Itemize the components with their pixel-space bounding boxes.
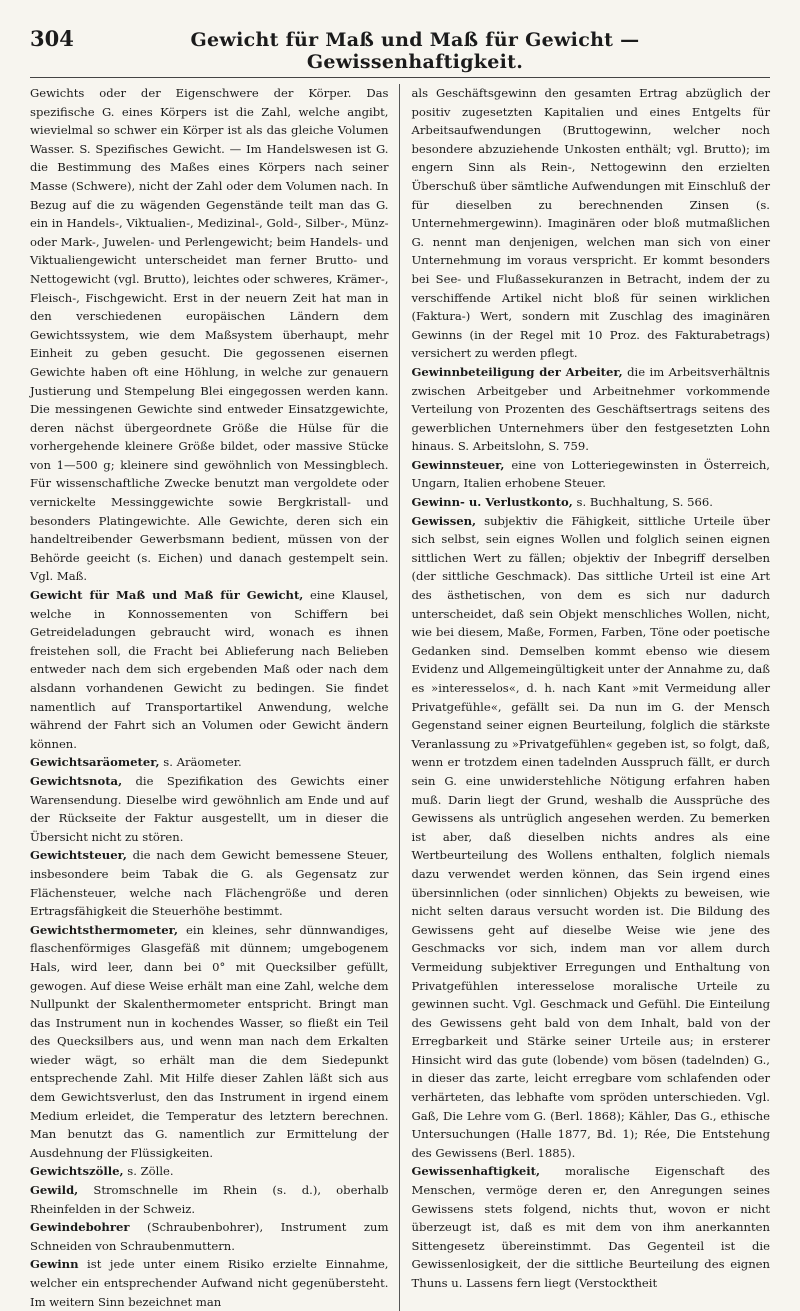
- running-head: Gewicht für Maß und Maß für Gewicht — Gewissenhaftigkeit.: [190, 29, 640, 73]
- entry: [412, 1162, 771, 1292]
- entry: [30, 1181, 389, 1218]
- two-column-body: [30, 84, 770, 1311]
- page-header: [30, 26, 770, 78]
- entry-headword: Gewichtsaräometer,: [30, 755, 160, 770]
- entry: [30, 1218, 389, 1255]
- entry: [30, 84, 389, 586]
- entry-text: die im Arbeitsverhältnis zwischen Arbeitgeber und Arbeitnehmer vorkommende Verteilung von Prozenten des Geschäftsertrags seitens des gewerblichen Unternehmers über den festgesetzten Lohn hinaus. S. Arbeitslohn, S. 759.: [411, 364, 770, 454]
- entry-text: s. Zölle.: [123, 1164, 174, 1179]
- entry: [30, 1255, 389, 1311]
- page-number: 304: [30, 26, 74, 51]
- entry-text: Stromschnelle im Rhein (s. d.), oberhalb Rheinfelden in der Schweiz.: [30, 1183, 389, 1216]
- entry-text: eine Klausel, welche in Konnossementen von Schiffern bei Getreideladungen gebraucht wird, wonach es ihnen freistehen soll, die Fracht bei Ablieferung nach Belieben entweder nach dem sich ergebenden Maß oder nach dem alsdann vorhandenen Gewicht zu bedingen. Sie findet namentlich auf Transportartikel Anwendung, welche während der Fahrt sich an Volumen oder Gewicht ändern können.: [30, 588, 389, 751]
- entry-text: als Geschäftsgewinn den gesamten Ertrag abzüglich der positiv zugesetzten Kapitalien und eines Entgelts für Arbeitsaufwendungen (Bruttogewinn, welcher noch besondere abzuziehende Unkosten enthält; vgl. Brutto); im engern Sinn als Rein-, Nettogewinn den erzielten Überschuß über sämtliche Aufwendungen mit Einschluß der für dieselben zu berechnenden Zinsen (s. Unternehmergewinn). Imaginären oder bloß mutmaßlichen G. nennt man denjenigen, welchen man sich von einer Unternehmung im voraus verspricht. Er kommt besonders bei See- und Flußassekuranzen in Betracht, indem der zu verschiffende Artikel nicht bloß für seinen wirklichen (Faktura-) Wert, sondern mit Zuschlag des imaginären Gewinns (in der Regel mit 10 Proz. des Fakturabetrags) versichert zu werden pflegt.: [411, 86, 770, 361]
- entry: [412, 363, 771, 456]
- entry-text: ein kleines, sehr dünnwandiges, flaschenförmiges Glasgefäß mit dünnem; umgebogenem Hals, wird leer, dann bei 0° mit Quecksilber gefüllt, gewogen. Auf diese Weise erhält man eine Zahl, welche dem Nullpunkt der Skalenthermometer entspricht. Bringt man das Instrument nun in kochendes Wasser, so fließt ein Teil des Quecksilbers aus, und wenn man nach dem Erkalten wieder wägt, so erhält man die dem Siedepunkt entsprechende Zahl. Mit Hilfe dieser Zahlen läßt sich aus dem Gewichtsverlust, den das Instrument in irgend einem Medium erleidet, die Temperatur des letztern berechnen. Man benutzt das G. namentlich zur Ermittelung der Ausdehnung der Flüssigkeiten.: [30, 922, 389, 1160]
- entry: [412, 84, 771, 363]
- entry-headword: Gewissenhaftigkeit,: [411, 1164, 541, 1179]
- entry-text: (Schraubenbohrer), Instrument zum Schneiden von Schraubenmuttern.: [30, 1220, 389, 1253]
- entry-text: die Spezifikation des Gewichts einer Warensendung. Dieselbe wird gewöhnlich am Ende und auf der Rückseite der Faktur ausgestellt, um in dieser die Übersicht nicht zu stören.: [30, 773, 389, 844]
- entry-headword: Gewichtszölle,: [30, 1164, 124, 1179]
- entry-text: subjektiv die Fähigkeit, sittliche Urteile über sich selbst, sein eignes Wollen und folglich seinen eignen sittlichen Wert zu fällen; objektiv der Inbegriff derselben (der sittliche Geschmack). Das sittliche Urteil ist eine Art des ästhetischen, von dem es sich nur dadurch unterscheidet, daß sein Objekt menschliches Wollen, nicht, wie bei diesem, Maße, Formen, Farben, Töne oder poetische Gedanken sind. Demselben kommt ebenso wie diesem Evidenz und Allgemeingültigkeit unter der Annahme zu, daß es »interesselos«, d. h. nach Kant »mit Vermeidung aller Privatgefühle«, gefällt sei. Da nun im G. der Mensch Gegenstand seiner eignen Beurteilung, folglich die stärkste Veranlassung zu »Privatgefühlen« gegeben ist, so folgt, daß, wenn er trotzdem einen tadelnden Ausspruch fällt, er durch sein G. eine unwiderstehliche Nötigung erfahren haben muß. Darin liegt der Grund, weshalb die Aussprüche des Gewissens als untrüglich angesehen werden. Zu bemerken ist aber, daß dieselben nichts andres als eine Wertbeurteilung des Wollens enthalten, folglich niemals dazu verwendet werden können, das Sein irgend eines übersinnlichen (oder sinnlichen) Objekts zu beweisen, wie nicht selten daraus versucht worden ist. Die Bildung des Gewissens geht auf dieselbe Weise wie jene des Geschmacks vor sich, indem man vor allem durch Vermeidung subjektiver Erregungen und Enthaltung von Privatgefühlen interesselose moralische Urteile zu gewinnen sucht. Vgl. Geschmack und Gefühl. Die Einteilung des Gewissens geht bald von dem Inhalt, bald von der Erregbarkeit und Stärke seiner Urteile aus; in ersterer Hinsicht wird das gute (lobende) vom bösen (tadelnden) G., in dieser das zarte, leicht erregbare vom schlafenden oder verhärteten, das lebhafte vom spröden unterschieden. Vgl. Gaß, Die Lehre vom G. (Berl. 1868); Kähler, Das G., ethische Untersuchungen (Halle 1877, Bd. 1); Rée, Die Entstehung des Gewissens (Berl. 1885).: [411, 513, 770, 1160]
- entry: [30, 846, 389, 920]
- entry: [412, 456, 771, 493]
- entry: [30, 1162, 389, 1181]
- entry-headword: Gewinnbeteiligung der Arbeiter,: [411, 364, 623, 379]
- entry-text: ist jede unter einem Risiko erzielte Einnahme, welcher ein entsprechender Aufwand nicht gegenübersteht. Im weitern Sinn bezeichnet man: [30, 1257, 389, 1309]
- entry: [30, 772, 389, 846]
- entry-headword: Gewichtsthermometer,: [30, 922, 178, 937]
- entry-headword: Gewichtsteuer,: [30, 848, 127, 863]
- entry: [30, 753, 389, 772]
- entry-headword: Gewinn: [30, 1257, 79, 1272]
- entry: [30, 921, 389, 1163]
- entry: [412, 493, 771, 512]
- entry-headword: Gewicht für Maß und Maß für Gewicht,: [30, 588, 304, 603]
- entry: [30, 586, 389, 753]
- entry-text: eine von Lotteriegewinsten in Österreich, Ungarn, Italien erhobene Steuer.: [411, 457, 770, 491]
- entry-text: s. Aräometer.: [159, 755, 242, 770]
- entry-text: die nach dem Gewicht bemessene Steuer, insbesondere beim Tabak die G. als Gegensatz zur Flächensteuer, welche nach Flächengröße und deren Ertragsfähigkeit die Steuerhöhe bestimmt.: [30, 848, 389, 919]
- entry-headword: Gewindebohrer: [30, 1220, 130, 1235]
- entry-text: Gewichts oder der Eigenschwere der Körper. Das spezifische G. eines Körpers ist die Zahl, welche angibt, wievielmal so schwer ein Körper ist als das gleiche Volumen Wasser. S. Spezifisches Gewicht. — Im Handelswesen ist G. die Bestimmung des Maßes eines Körpers nach seiner Masse (Schwere), nicht der Zahl oder dem Volumen nach. In Bezug auf die zu wägenden Gegenstände teilt man das G. ein in Handels-, Viktualien-, Medizinal-, Gold-, Silber-, Münz- oder Mark-, Juwelen- und Perlengewicht; beim Handels- und Viktualiengewicht unterscheidet man ferner Brutto- und Nettogewicht (vgl. Brutto), leichtes oder schweres, Krämer-, Fleisch-, Fischgewicht. Erst in der neuern Zeit hat man in den verschiedenen europäischen Ländern dem Gewichtssystem, wie dem Maßsystem überhaupt, mehr Einheit zu geben gesucht. Die gegossenen eisernen Gewichte haben oft eine Höhlung, in welche zur genauern Justierung und Stempelung Blei eingegossen werden kann. Die messingenen Gewichte sind entweder Einsatzgewichte, deren nächst übergeordnete Größe die Hülse für die vorhergehende kleinere Größe bildet, oder massive Stücke von 1—500 g; kleinere sind gewöhnlich von Messingblech. Für wissenschaftliche Zwecke benutzt man vergoldete oder vernickelte Messinggewichte sowie Bergkristall- und besonders Platingewichte. Alle Gewichte, deren sich ein handeltreibender Gewerbsmann bedient, müssen von der Behörde geeicht (s. Eichen) und danach gestempelt sein. Vgl. Maß.: [30, 86, 389, 584]
- left-column: [30, 84, 400, 1311]
- entry-text: s. Buchhaltung, S. 566.: [572, 495, 713, 510]
- entry-headword: Gewinnsteuer,: [411, 457, 505, 472]
- entry-headword: Gewild,: [30, 1183, 79, 1198]
- right-column: [412, 84, 771, 1311]
- entry-headword: Gewissen,: [411, 513, 477, 528]
- entry: [412, 512, 771, 1163]
- entry-headword: Gewichtsnota,: [30, 773, 123, 788]
- entry-headword: Gewinn- u. Verlustkonto,: [411, 495, 573, 510]
- entry-text: moralische Eigenschaft des Menschen, vermöge deren er, den Anregungen seines Gewissens stets folgend, nichts thut, wovon er nicht überzeugt ist, daß es mit dem von ihm anerkannten Sittengesetz übereinstimmt. Das Gegenteil ist die Gewissenlosigkeit, der die sittliche Beurteilung des eignen Thuns u. Lassens fern liegt (Verstocktheit: [411, 1164, 770, 1290]
